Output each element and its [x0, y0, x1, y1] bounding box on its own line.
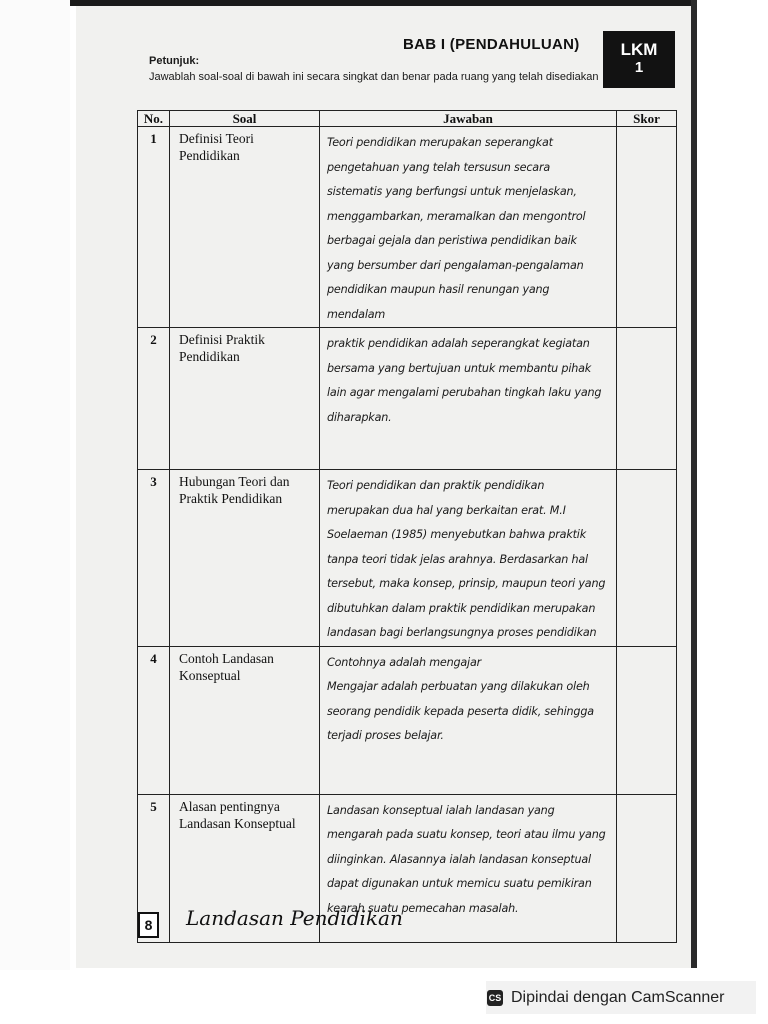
table-row	[138, 646, 677, 794]
question-cell: Hubungan Teori dan Praktik Pendidikan	[170, 470, 320, 647]
lkm-badge	[603, 31, 675, 88]
table-header-row	[138, 111, 677, 127]
camscanner-watermark	[486, 981, 756, 1014]
score-cell	[617, 470, 677, 647]
page-number: 8	[138, 912, 159, 938]
question-cell: Definisi Teori Pendidikan	[170, 127, 320, 328]
answer-cell: Contohnya adalah mengajar Mengajar adalah perbuatan yang dilakukan oleh seorang pendidik kepada peserta didik, sehingga terjadi proses belajar.	[320, 646, 617, 794]
table-row	[138, 470, 677, 647]
instruction-label: Petunjuk:	[149, 55, 200, 67]
header-skor: Skor	[617, 111, 677, 127]
book-title: Landasan Pendidikan	[186, 906, 403, 930]
answer-cell: Landasan konseptual ialah landasan yang mengarah pada suatu konsep, teori atau ilmu yang diinginkan. Alasannya ialah landasan konseptual dapat digunakan untuk memicu suatu pemikiran kearah suatu pemecahan masalah.	[320, 794, 617, 942]
scan-background	[0, 0, 70, 970]
header-jawaban: Jawaban	[320, 111, 617, 127]
question-cell: Contoh Landasan Konseptual	[170, 646, 320, 794]
question-cell: Definisi Praktik Pendidikan	[170, 328, 320, 470]
score-cell	[617, 127, 677, 328]
table-row	[138, 328, 677, 470]
lkm-label: LKM	[620, 40, 658, 59]
score-cell	[617, 328, 677, 470]
answer-cell: Teori pendidikan merupakan seperangkat pengetahuan yang telah tersusun secara sistematis yang berfungsi untuk menjelaskan, menggambarkan, meramalkan dan mengontrol berbagai gejala dan peristiwa pendidikan baik yang bersumber dari pengalaman-pengalaman pendidikan maupun hasil renungan yang mendalam	[320, 127, 617, 328]
score-cell	[617, 794, 677, 942]
lkm-number: 1	[634, 59, 644, 76]
header-no: No.	[138, 111, 170, 127]
instruction-text: Jawablah soal-soal di bawah ini secara singkat dan benar pada ruang yang telah disediakan	[149, 71, 599, 83]
header-soal: Soal	[170, 111, 320, 127]
answer-cell: Teori pendidikan dan praktik pendidikan merupakan dua hal yang berkaitan erat. M.I Soelaeman (1985) menyebutkan bahwa praktik tanpa teori tidak jelas arahnya. Berdasarkan hal tersebut, maka konsep, prinsip, maupun teori yang dibutuhkan dalam praktik pendidikan merupakan landasan bagi berlangsungnya proses pendidikan	[320, 470, 617, 647]
camscanner-logo-icon: CS	[487, 990, 503, 1006]
row-number: 4	[138, 646, 170, 794]
row-number: 3	[138, 470, 170, 647]
row-number: 1	[138, 127, 170, 328]
camscanner-text: Dipindai dengan CamScanner	[511, 988, 725, 1006]
row-number: 5	[138, 794, 170, 942]
answer-cell: praktik pendidikan adalah seperangkat kegiatan bersama yang bertujuan untuk membantu pihak lain agar mengalami perubahan tingkah laku yang diharapkan.	[320, 328, 617, 470]
table-row	[138, 127, 677, 328]
row-number: 2	[138, 328, 170, 470]
question-cell: Alasan pentingnya Landasan Konseptual	[170, 794, 320, 942]
chapter-title: BAB I (PENDAHULUAN)	[403, 36, 580, 53]
score-cell	[617, 646, 677, 794]
worksheet-table	[137, 110, 677, 943]
scan-edge-right	[691, 0, 697, 968]
